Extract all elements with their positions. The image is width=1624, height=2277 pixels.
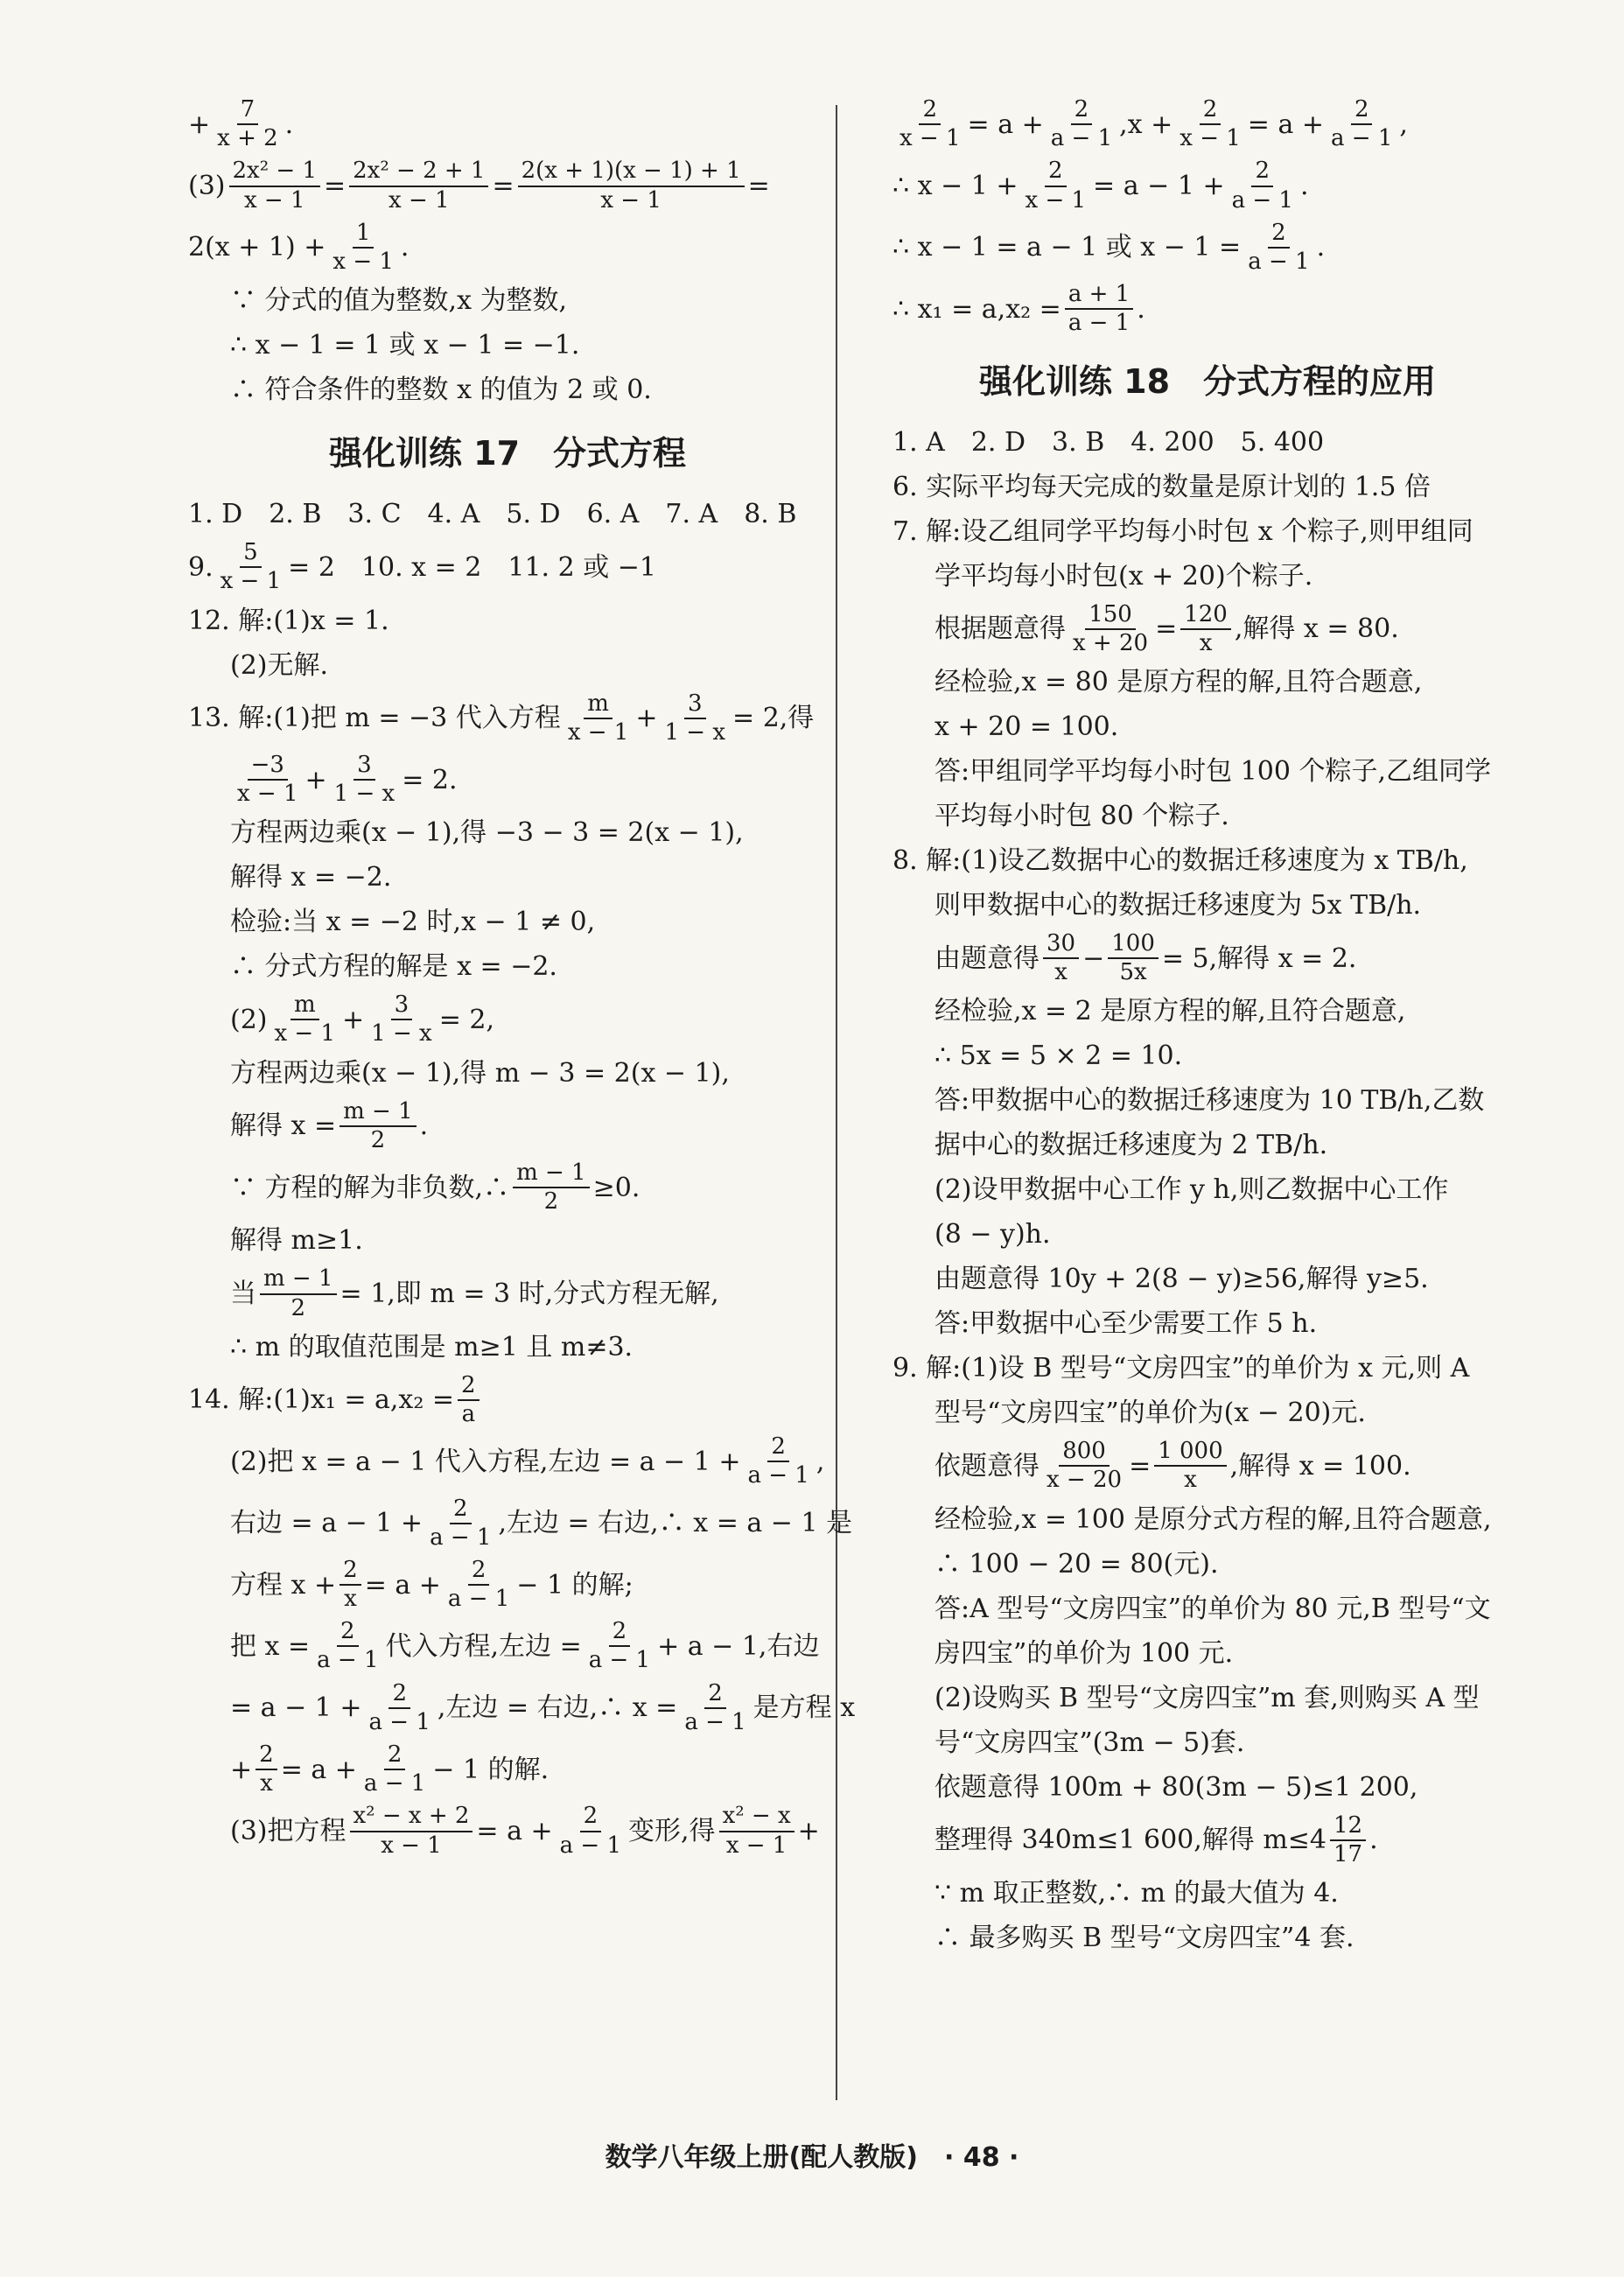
denominator: a − 1 xyxy=(1248,248,1310,275)
text: 13. 解:(1)把 m = −3 代入方程 xyxy=(188,703,561,734)
text: . xyxy=(1316,232,1326,263)
fraction xyxy=(1065,281,1133,337)
fraction xyxy=(214,96,282,152)
denominator: a − 1 xyxy=(1068,310,1130,337)
fraction xyxy=(331,752,399,808)
denominator: x − 1 xyxy=(900,125,961,152)
text: (2) xyxy=(230,1004,268,1035)
text: ,x + xyxy=(1119,109,1173,140)
text: ,左边 = 右边,∴ x = a − 1 是 xyxy=(498,1508,853,1539)
numerator: 30 xyxy=(1043,930,1079,959)
numerator: m xyxy=(584,690,612,719)
answer-line: 6. 实际平均每天完成的数量是原计划的 1.5 倍 xyxy=(892,471,1431,502)
denominator: a − 1 xyxy=(1231,186,1293,214)
fraction xyxy=(1043,1438,1125,1494)
text-line: ∴ 符合条件的整数 x 的值为 2 或 0. xyxy=(230,375,652,406)
numerator: 2 xyxy=(1071,96,1093,125)
fraction xyxy=(340,1557,361,1613)
fraction xyxy=(1047,96,1116,152)
numerator: 2 xyxy=(388,1680,410,1709)
answer-line: (2)设购买 B 型号“文房四宝”m 套,则购买 A 型 xyxy=(934,1682,1480,1713)
answer-line xyxy=(892,930,1522,986)
fraction xyxy=(329,220,397,276)
numerator: x² − x xyxy=(719,1803,794,1832)
answer-line: 答:甲数据中心的数据迁移速度为 10 TB/h,乙数 xyxy=(934,1085,1485,1117)
text-line: ∵ 分式的值为整数,x 为整数, xyxy=(230,285,568,317)
fraction xyxy=(271,991,340,1047)
fraction xyxy=(518,158,745,214)
numerator: 120 xyxy=(1180,601,1231,630)
text: ∴ x − 1 + xyxy=(892,171,1018,202)
text: 当 xyxy=(230,1279,256,1310)
fraction xyxy=(564,690,633,746)
denominator: 2 xyxy=(290,1294,306,1321)
answer-line: 1. D 2. B 3. C 4. A 5. D 6. A 7. A 8. B xyxy=(188,499,797,530)
fraction xyxy=(1228,158,1297,214)
numerator: 2 xyxy=(1045,158,1067,186)
numerator: 12 xyxy=(1330,1812,1366,1841)
numerator: 1 xyxy=(353,220,374,249)
text: 把 x = xyxy=(230,1630,311,1662)
text: + xyxy=(304,764,327,795)
answer-line xyxy=(188,1618,827,1674)
fraction xyxy=(1022,158,1090,214)
text: ,解得 x = 80. xyxy=(1234,613,1399,645)
text-line xyxy=(892,281,1522,337)
text: 是方程 x xyxy=(752,1692,856,1724)
answer-line xyxy=(188,1557,827,1613)
denominator: x − 1 xyxy=(274,1020,336,1047)
answer-line: ∴ 最多购买 B 型号“文房四宝”4 套. xyxy=(934,1923,1354,1953)
answer-line xyxy=(188,752,827,808)
answer-line xyxy=(188,1160,827,1216)
answer-line: 平均每小时包 80 个粽子. xyxy=(934,800,1229,831)
numerator: 2 xyxy=(580,1803,602,1832)
column-divider xyxy=(836,105,837,2100)
denominator: a − 1 xyxy=(430,1524,492,1551)
text: = xyxy=(323,171,346,202)
text: , xyxy=(1399,109,1408,140)
numerator: 2 xyxy=(767,1433,789,1462)
answer-line: 解得 m≥1. xyxy=(230,1225,363,1257)
numerator: 2 xyxy=(458,1372,480,1401)
answer-line xyxy=(188,1098,827,1154)
numerator: 2 xyxy=(1251,158,1273,186)
numerator: 2 xyxy=(256,1741,277,1770)
denominator: x − 1 xyxy=(237,781,298,808)
fraction xyxy=(256,1741,277,1797)
answer-line: 方程两边乘(x − 1),得 −3 − 3 = 2(x − 1), xyxy=(230,817,744,849)
denominator: x − 1 xyxy=(1180,125,1241,152)
text: (3) xyxy=(188,171,226,202)
numerator: 150 xyxy=(1085,601,1136,630)
denominator: x − 1 xyxy=(220,568,282,595)
text: = a + xyxy=(280,1754,357,1785)
section-heading: 强化训练 18 分式方程的应用 xyxy=(978,361,1437,401)
numerator: 2 xyxy=(384,1741,406,1770)
text: ,解得 x = 100. xyxy=(1229,1450,1411,1482)
text-line: ∴ x − 1 = 1 或 x − 1 = −1. xyxy=(230,330,580,361)
text: . xyxy=(1137,293,1145,325)
fraction xyxy=(585,1618,654,1674)
fraction xyxy=(260,1265,337,1321)
answer-line: 12. 解:(1)x = 1. xyxy=(188,605,389,636)
text: = a + xyxy=(476,1816,553,1847)
answer-line: (2)无解. xyxy=(230,649,329,681)
fraction xyxy=(366,1680,434,1736)
answer-line xyxy=(188,690,827,746)
answer-line: 解得 x = −2. xyxy=(230,862,392,893)
numerator: m − 1 xyxy=(340,1098,416,1127)
denominator: a − 1 xyxy=(747,1462,809,1489)
numerator: 2 xyxy=(468,1557,490,1586)
answer-line: 由题意得 10y + 2(8 − y)≥56,解得 y≥5. xyxy=(934,1264,1429,1295)
text-line xyxy=(188,158,827,214)
text-line xyxy=(188,96,827,152)
fraction xyxy=(1154,1438,1226,1494)
numerator: x² − x + 2 xyxy=(350,1803,473,1832)
answer-line: ∴ m 的取值范围是 m≥1 且 m≠3. xyxy=(230,1331,634,1363)
fraction xyxy=(360,1741,429,1797)
text: 代入方程,左边 = xyxy=(385,1630,582,1662)
denominator: x − 1 xyxy=(1025,186,1087,214)
numerator: 100 xyxy=(1108,930,1158,959)
denominator: x xyxy=(1184,1467,1197,1494)
numerator: m − 1 xyxy=(513,1160,590,1188)
denominator: a − 1 xyxy=(1331,125,1393,152)
text: (2)把 x = a − 1 代入方程,左边 = a − 1 + xyxy=(230,1446,741,1477)
denominator: x − 1 xyxy=(388,186,450,214)
text: = 2, xyxy=(438,1004,494,1035)
answer-line: 答:A 型号“文房四宝”的单价为 80 元,B 型号“文 xyxy=(934,1593,1491,1624)
text: = a + xyxy=(967,109,1044,140)
fraction xyxy=(340,1098,416,1154)
answer-line: 经检验,x = 80 是原方程的解,且符合题意, xyxy=(934,666,1423,697)
text: 方程 x + xyxy=(230,1569,337,1601)
fraction xyxy=(350,1803,473,1859)
denominator: 1 − x xyxy=(371,1020,432,1047)
denominator: 17 xyxy=(1334,1840,1363,1867)
denominator: a − 1 xyxy=(1050,125,1113,152)
denominator: x − 1 xyxy=(567,718,629,746)
answer-line: 型号“文房四宝”的单价为(x − 20)元. xyxy=(934,1398,1366,1429)
answer-line: 1. A 2. D 3. B 4. 200 5. 400 xyxy=(892,426,1325,458)
denominator: a − 1 xyxy=(368,1708,430,1735)
answer-line xyxy=(188,1265,827,1321)
fraction xyxy=(661,690,729,746)
answer-line: 方程两边乘(x − 1),得 m − 3 = 2(x − 1), xyxy=(230,1057,730,1089)
text: − 1 的解. xyxy=(432,1754,550,1785)
text: 14. 解:(1)x₁ = a,x₂ = xyxy=(188,1384,455,1416)
answer-line: 答:甲组同学平均每小时包 100 个粽子,乙组同学 xyxy=(934,755,1491,787)
text: . xyxy=(1299,171,1309,202)
fraction xyxy=(744,1433,812,1489)
fraction xyxy=(1069,601,1152,657)
answer-line: 经检验,x = 2 是原方程的解,且符合题意, xyxy=(934,996,1406,1027)
denominator: a − 1 xyxy=(363,1770,426,1797)
left-column xyxy=(188,96,856,1865)
text: + xyxy=(797,1816,820,1847)
fraction xyxy=(1330,1812,1366,1868)
answer-line: ∴ 100 − 20 = 80(元). xyxy=(934,1548,1219,1580)
answer-line: (2)设甲数据中心工作 y h,则乙数据中心工作 xyxy=(934,1174,1449,1206)
denominator: x + 2 xyxy=(217,125,278,152)
numerator: 3 xyxy=(354,752,375,781)
denominator: x − 1 xyxy=(381,1832,442,1859)
numerator: 2 xyxy=(450,1496,472,1524)
denominator: a − 1 xyxy=(684,1708,746,1735)
fraction xyxy=(368,991,436,1047)
text: . xyxy=(284,109,294,140)
numerator: −3 xyxy=(248,752,288,781)
answer-line: 9. 解:(1)设 B 型号“文房四宝”的单价为 x 元,则 A xyxy=(892,1353,1470,1384)
numerator: m − 1 xyxy=(260,1265,337,1294)
answer-line: 则甲数据中心的数据迁移速度为 5x TB/h. xyxy=(934,889,1422,921)
text: = 1,即 m = 3 时,分式方程无解, xyxy=(340,1279,719,1310)
answer-line: 房四宝”的单价为 100 元. xyxy=(934,1637,1234,1669)
text: ∴ x − 1 = a − 1 或 x − 1 = xyxy=(892,232,1242,263)
numerator: 800 xyxy=(1059,1438,1110,1467)
text: = 5,解得 x = 2. xyxy=(1161,942,1357,974)
section-heading: 强化训练 17 分式方程 xyxy=(328,434,687,473)
fraction xyxy=(1043,930,1079,986)
text: . xyxy=(1369,1825,1378,1856)
numerator: a + 1 xyxy=(1065,281,1133,310)
denominator: 2 xyxy=(370,1126,386,1153)
numerator: 2 xyxy=(1268,220,1290,249)
text: ≥0. xyxy=(592,1172,640,1203)
denominator: x − 1 xyxy=(600,186,662,214)
text: = 2,得 xyxy=(732,703,815,734)
fraction xyxy=(217,539,285,595)
denominator: a − 1 xyxy=(447,1586,510,1613)
answer-line xyxy=(188,1679,856,1736)
numerator: 2 xyxy=(340,1557,361,1586)
right-column xyxy=(892,96,1522,1963)
answer-line: ∴ 分式方程的解是 x = −2. xyxy=(230,951,557,983)
text: = xyxy=(1129,1450,1152,1482)
denominator: x − 1 xyxy=(725,1832,788,1859)
answer-line: 依题意得 100m + 80(3m − 5)≤1 200, xyxy=(934,1771,1418,1803)
text: = xyxy=(492,171,514,202)
denominator: 2 xyxy=(543,1188,559,1216)
text: 2(x + 1) + xyxy=(188,232,326,263)
numerator: 2 xyxy=(919,96,941,125)
answer-line xyxy=(892,1812,1522,1868)
answer-line: 经检验,x = 100 是原分式方程的解,且符合题意, xyxy=(934,1503,1492,1535)
answer-line: ∵ m 取正整数,∴ m 的最大值为 4. xyxy=(934,1878,1339,1909)
text: = xyxy=(1155,613,1178,645)
numerator: 2 xyxy=(704,1680,726,1709)
text: = 2 10. x = 2 11. 2 或 −1 xyxy=(288,551,657,583)
denominator: x xyxy=(1199,629,1213,656)
text: − xyxy=(1082,942,1105,974)
answer-line xyxy=(188,1803,827,1859)
answer-line xyxy=(892,1438,1522,1494)
answer-line xyxy=(188,1495,853,1552)
numerator: 3 xyxy=(684,690,706,719)
denominator: 1 − x xyxy=(333,781,396,808)
text: 整理得 340m≤1 600,解得 m≤4 xyxy=(934,1825,1327,1856)
answer-line: 学平均每小时包(x + 20)个粽子. xyxy=(934,560,1313,592)
fraction xyxy=(556,1803,625,1859)
text: ∴ x₁ = a,x₂ = xyxy=(892,293,1061,325)
fraction xyxy=(1180,601,1231,657)
text: 由题意得 xyxy=(934,942,1040,974)
answer-line: 8. 解:(1)设乙数据中心的数据迁移速度为 x TB/h, xyxy=(892,844,1468,876)
denominator: x − 1 xyxy=(332,248,394,275)
fraction xyxy=(896,96,964,152)
answer-line xyxy=(188,1372,827,1428)
fraction xyxy=(444,1557,513,1613)
text: 根据题意得 xyxy=(934,613,1066,645)
numerator: 2 xyxy=(609,1618,631,1647)
numerator: 1 000 xyxy=(1154,1438,1226,1467)
text-line xyxy=(892,96,1522,152)
fraction xyxy=(349,158,488,214)
numerator: 2 xyxy=(1351,96,1373,125)
denominator: x + 20 xyxy=(1073,629,1149,656)
text: = a + xyxy=(364,1569,441,1601)
numerator: 3 xyxy=(391,991,413,1020)
answer-line xyxy=(188,1433,827,1489)
fraction xyxy=(1327,96,1396,152)
text-line xyxy=(188,220,827,276)
numerator: m xyxy=(290,991,319,1020)
denominator: x xyxy=(344,1586,357,1613)
answer-line xyxy=(892,601,1522,657)
answer-line xyxy=(188,1741,827,1797)
fraction xyxy=(719,1803,794,1859)
answer-line: x + 20 = 100. xyxy=(934,711,1119,742)
text-line xyxy=(892,158,1522,214)
fraction xyxy=(681,1680,749,1736)
answer-line: 答:甲数据中心至少需要工作 5 h. xyxy=(934,1308,1318,1340)
page-footer: 数学八年级上册(配人教版) · 48 · xyxy=(605,2142,1019,2173)
text: , xyxy=(816,1446,825,1477)
text: + xyxy=(635,703,658,734)
denominator: 1 − x xyxy=(664,718,726,746)
text: = a − 1 + xyxy=(230,1692,362,1724)
fraction xyxy=(313,1618,382,1674)
text-line xyxy=(892,220,1522,276)
text: 依题意得 xyxy=(934,1450,1040,1482)
text: 右边 = a − 1 + xyxy=(230,1508,424,1539)
answer-line: 据中心的数据迁移速度为 2 TB/h. xyxy=(934,1130,1328,1161)
text: . xyxy=(419,1110,429,1142)
text: = xyxy=(747,171,770,202)
text: + xyxy=(230,1754,253,1785)
text: . xyxy=(400,232,410,263)
text: 解得 x = xyxy=(230,1110,337,1142)
text: = 2. xyxy=(402,764,458,795)
text: = a + xyxy=(1247,109,1325,140)
answer-line xyxy=(188,991,827,1047)
fraction xyxy=(458,1372,480,1428)
denominator: a − 1 xyxy=(588,1647,651,1674)
answer-line: 7. 解:设乙组同学平均每小时包 x 个粽子,则甲组同 xyxy=(892,515,1474,547)
answer-line: 号“文房四宝”(3m − 5)套. xyxy=(934,1727,1245,1758)
answer-line xyxy=(188,539,827,595)
text: + xyxy=(188,109,211,140)
text: ,左边 = 右边,∴ x = xyxy=(437,1692,678,1724)
numerator: 7 xyxy=(237,96,259,125)
denominator: x xyxy=(1054,959,1068,986)
denominator: a − 1 xyxy=(317,1647,379,1674)
fraction xyxy=(426,1496,494,1552)
fraction xyxy=(513,1160,590,1216)
text: (3)把方程 xyxy=(230,1816,346,1847)
denominator: 5x xyxy=(1119,959,1147,986)
text: ∵ 方程的解为非负数,∴ xyxy=(230,1172,510,1203)
denominator: x − 1 xyxy=(243,186,305,214)
text: + a − 1,右边 xyxy=(657,1630,820,1662)
numerator: 2(x + 1)(x − 1) + 1 xyxy=(518,158,745,186)
text: − 1 的解; xyxy=(516,1569,634,1601)
text: 变形,得 xyxy=(628,1816,716,1847)
denominator: a − 1 xyxy=(559,1832,622,1859)
numerator: 2x² − 2 + 1 xyxy=(349,158,488,186)
denominator: x xyxy=(260,1770,273,1797)
denominator: x − 20 xyxy=(1046,1467,1123,1494)
fraction xyxy=(234,752,302,808)
numerator: 2 xyxy=(1200,96,1222,125)
fraction xyxy=(1176,96,1244,152)
fraction xyxy=(1244,220,1312,276)
numerator: 2 xyxy=(337,1618,359,1647)
numerator: 2x² − 1 xyxy=(229,158,320,186)
fraction xyxy=(229,158,320,214)
text: 9. xyxy=(188,551,214,583)
numerator: 5 xyxy=(240,539,262,568)
fraction xyxy=(1108,930,1158,986)
text: = a − 1 + xyxy=(1093,171,1225,202)
answer-line: 检验:当 x = −2 时,x − 1 ≠ 0, xyxy=(230,907,596,938)
answer-line: ∴ 5x = 5 × 2 = 10. xyxy=(934,1040,1183,1072)
answer-line: (8 − y)h. xyxy=(934,1219,1051,1251)
text: + xyxy=(342,1004,365,1035)
denominator: a xyxy=(461,1400,476,1427)
